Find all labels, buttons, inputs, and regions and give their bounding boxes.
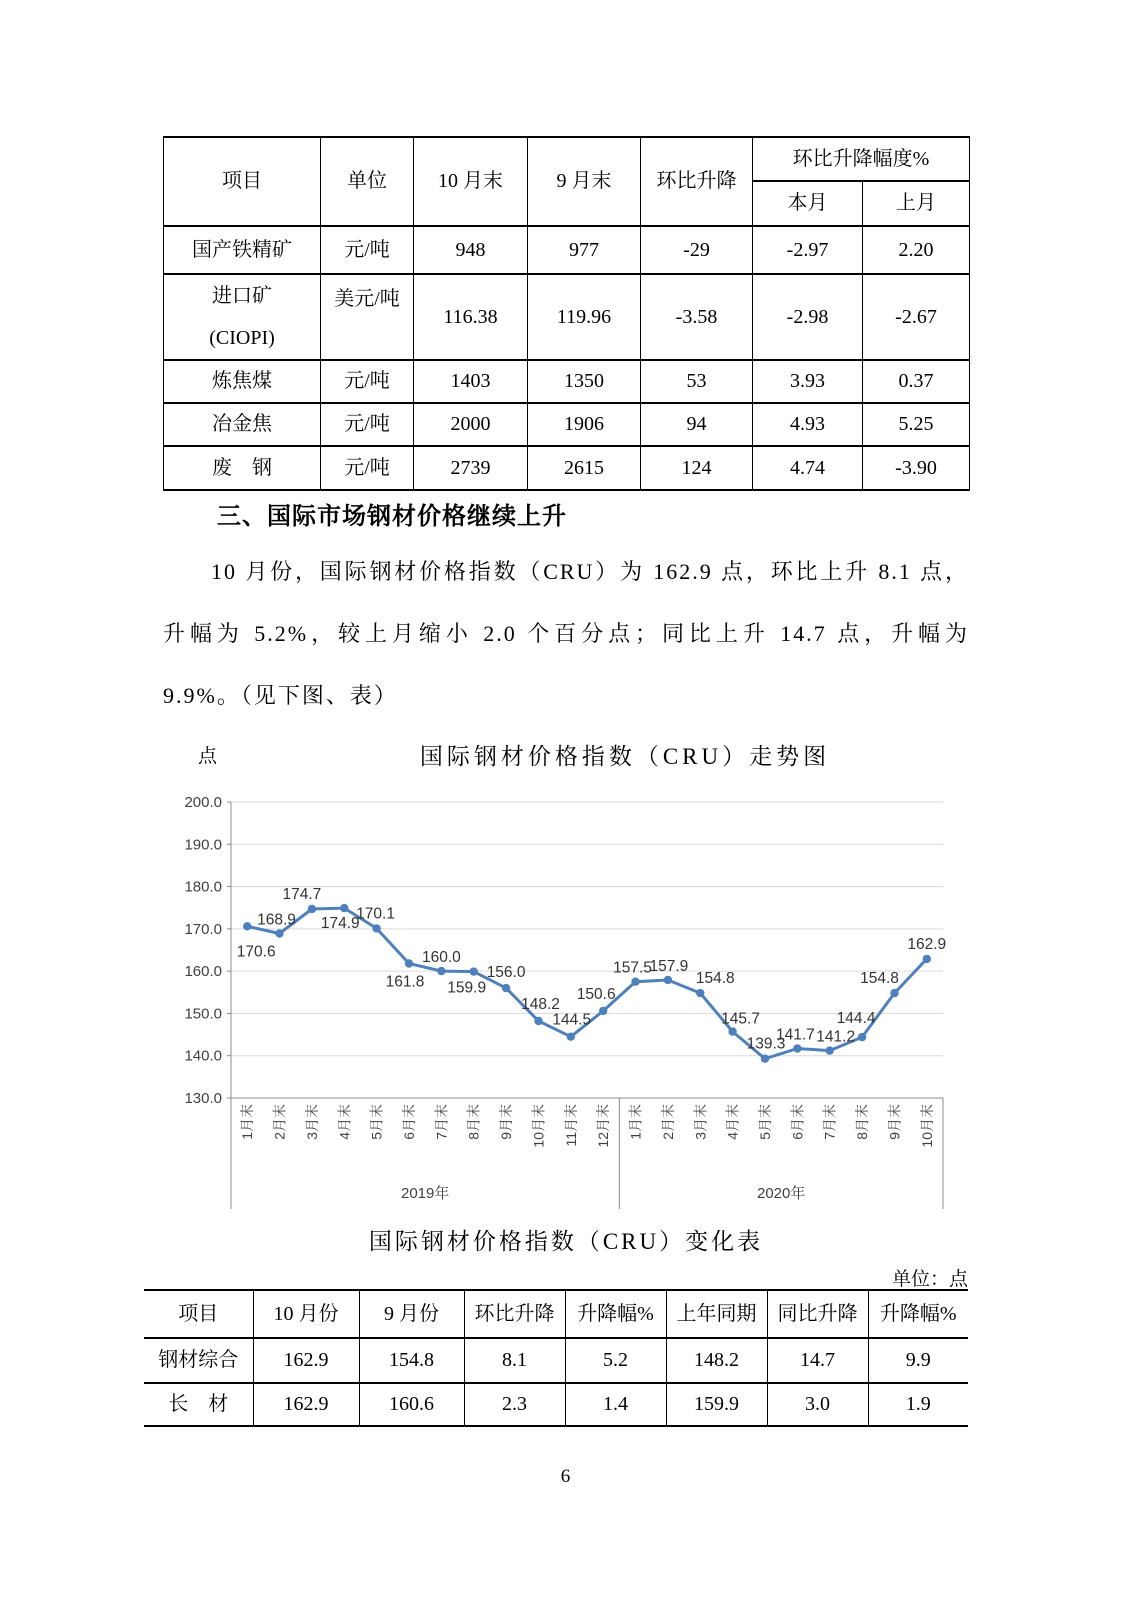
svg-text:2月末: 2月末 — [271, 1104, 288, 1140]
cell: -2.98 — [753, 274, 863, 360]
cell: -2.67 — [863, 274, 970, 360]
svg-text:7月末: 7月末 — [433, 1104, 450, 1140]
svg-text:2020年: 2020年 — [757, 1185, 806, 1202]
svg-text:162.9: 162.9 — [907, 935, 947, 953]
table-row — [164, 403, 970, 446]
svg-text:139.3: 139.3 — [746, 1035, 786, 1053]
svg-text:140.0: 140.0 — [184, 1047, 222, 1065]
cell: 钢材综合 — [144, 1338, 253, 1383]
svg-text:11月末: 11月末 — [562, 1104, 579, 1147]
chart-title: 国际钢材价格指数（CRU）走势图 — [419, 744, 831, 769]
svg-text:8月末: 8月末 — [465, 1104, 482, 1140]
table-row — [164, 360, 970, 403]
svg-text:156.0: 156.0 — [486, 964, 526, 982]
table-header-row — [164, 137, 970, 181]
header-sep: 9 月末 — [528, 137, 641, 226]
cell: 53 — [641, 360, 753, 403]
svg-text:200.0: 200.0 — [184, 794, 222, 811]
section-paragraph: 10 月份，国际钢材价格指数（CRU）为 162.9 点，环比上升 8.1 点，升幅为 5.2%，较上月缩小 2.0 个百分点；同比上升 14.7 点，升幅为 9.9%。（见下图、表） — [163, 559, 969, 708]
cell: 119.96 — [528, 274, 641, 360]
svg-text:174.7: 174.7 — [282, 886, 322, 903]
cell: 废 钢 — [164, 446, 321, 490]
cell: -2.97 — [753, 226, 863, 274]
cell: 2000 — [414, 403, 528, 446]
cru-table-unit-note: 单位：点 — [891, 1269, 968, 1290]
svg-text:160.0: 160.0 — [422, 949, 461, 967]
cell: 国产铁精矿 — [164, 226, 321, 274]
svg-text:8月末: 8月末 — [854, 1104, 871, 1140]
svg-text:9月末: 9月末 — [498, 1104, 515, 1140]
svg-text:150.0: 150.0 — [184, 1005, 222, 1023]
cell: 8.1 — [464, 1338, 565, 1383]
table-row — [164, 446, 970, 490]
cell: 2.3 — [464, 1383, 565, 1426]
cell: 炼焦煤 — [164, 360, 321, 403]
cell: 160.6 — [359, 1383, 464, 1426]
svg-text:130.0: 130.0 — [184, 1090, 222, 1107]
cell: 1906 — [528, 403, 641, 446]
cell: 948 — [414, 226, 528, 274]
svg-text:145.7: 145.7 — [721, 1010, 760, 1028]
cell: 9.9 — [868, 1338, 968, 1383]
cell: 148.2 — [666, 1338, 767, 1383]
svg-text:10月末: 10月末 — [918, 1104, 935, 1148]
header-cell: 10 月份 — [253, 1290, 359, 1338]
svg-text:144.4: 144.4 — [836, 1010, 876, 1028]
cell: 4.74 — [753, 446, 863, 490]
svg-text:157.5: 157.5 — [613, 959, 652, 977]
cru-table-title: 国际钢材价格指数（CRU）变化表 — [368, 1229, 764, 1254]
header-mom: 环比升降 — [641, 137, 753, 226]
cell: 14.7 — [767, 1338, 868, 1383]
header-cell: 同比升降 — [767, 1290, 868, 1338]
subheader-this-month: 本月 — [753, 181, 863, 226]
cell: 1.4 — [565, 1383, 666, 1426]
cell: 159.9 — [666, 1383, 767, 1426]
cell: 4.93 — [753, 403, 863, 446]
cru-trend-chart — [130, 770, 990, 1220]
cell — [164, 274, 321, 360]
cell: 1.9 — [868, 1383, 968, 1426]
page-number: 6 — [560, 1466, 571, 1487]
svg-text:3月末: 3月末 — [303, 1104, 320, 1140]
svg-text:10月末: 10月末 — [530, 1104, 547, 1148]
svg-text:5月末: 5月末 — [368, 1104, 385, 1140]
svg-text:9月末: 9月末 — [886, 1104, 903, 1140]
cell: 长 材 — [144, 1383, 253, 1426]
svg-text:148.2: 148.2 — [521, 996, 560, 1013]
cell: 美元/吨 — [321, 274, 414, 360]
cell: 元/吨 — [321, 446, 414, 490]
cell: 0.37 — [863, 360, 970, 403]
svg-text:174.9: 174.9 — [320, 915, 360, 933]
cell: 162.9 — [253, 1383, 359, 1426]
table-row — [164, 226, 970, 274]
svg-text:168.9: 168.9 — [257, 911, 296, 929]
cell: 元/吨 — [321, 403, 414, 446]
svg-text:6月末: 6月末 — [789, 1104, 806, 1140]
svg-text:6月末: 6月末 — [401, 1104, 417, 1140]
cell: 5.25 — [863, 403, 970, 446]
raw-material-price-table — [163, 136, 970, 491]
header-mom-pct: 环比升降幅度% — [753, 137, 970, 181]
header-item: 项目 — [164, 137, 321, 226]
svg-text:170.6: 170.6 — [236, 943, 276, 961]
svg-text:161.8: 161.8 — [385, 973, 425, 991]
chart-y-axis-unit: 点 — [198, 746, 218, 767]
cell: 3.0 — [767, 1383, 868, 1426]
table-row — [144, 1383, 968, 1426]
cell: 116.38 — [414, 274, 528, 360]
svg-text:141.2: 141.2 — [816, 1028, 856, 1046]
cell: 1350 — [528, 360, 641, 403]
cell: -3.90 — [863, 446, 970, 490]
svg-text:180.0: 180.0 — [184, 878, 222, 896]
table-row — [164, 274, 970, 360]
cell: 1403 — [414, 360, 528, 403]
cru-change-table — [144, 1289, 968, 1427]
cell: -3.58 — [641, 274, 753, 360]
svg-text:2019年: 2019年 — [401, 1185, 450, 1202]
cell: 2615 — [528, 446, 641, 490]
cell: -29 — [641, 226, 753, 274]
svg-text:141.7: 141.7 — [776, 1026, 815, 1044]
cell: 124 — [641, 446, 753, 490]
cell: 977 — [528, 226, 641, 274]
header-cell: 升降幅% — [565, 1290, 666, 1338]
svg-text:190.0: 190.0 — [184, 836, 222, 854]
header-cell: 升降幅% — [868, 1290, 968, 1338]
svg-text:1月末: 1月末 — [239, 1104, 256, 1140]
cell: 94 — [641, 403, 753, 446]
cell: 154.8 — [359, 1338, 464, 1383]
section-heading: 三、国际市场钢材价格继续上升 — [217, 503, 567, 530]
svg-text:170.1: 170.1 — [356, 905, 395, 923]
table-row — [144, 1338, 968, 1383]
cell: 元/吨 — [321, 360, 414, 403]
table-header-row — [144, 1290, 968, 1338]
header-cell: 上年同期 — [666, 1290, 767, 1338]
svg-text:150.6: 150.6 — [576, 985, 616, 1003]
svg-text:154.8: 154.8 — [695, 970, 735, 988]
header-cell: 9 月份 — [359, 1290, 464, 1338]
svg-text:4月末: 4月末 — [336, 1104, 353, 1140]
header-cell: 项目 — [144, 1290, 253, 1338]
header-unit: 单位 — [321, 137, 414, 226]
svg-text:1月末: 1月末 — [627, 1104, 644, 1140]
cell: 2.20 — [863, 226, 970, 274]
svg-text:2月末: 2月末 — [659, 1104, 676, 1140]
import-ore-name: 进口矿 — [212, 285, 272, 307]
svg-text:154.8: 154.8 — [860, 970, 899, 988]
svg-text:3月末: 3月末 — [692, 1104, 709, 1140]
header-cell: 环比升降 — [464, 1290, 565, 1338]
cell: 2739 — [414, 446, 528, 490]
svg-text:7月末: 7月末 — [821, 1104, 838, 1140]
svg-text:170.0: 170.0 — [184, 920, 222, 938]
header-oct: 10 月末 — [414, 137, 528, 226]
svg-text:160.0: 160.0 — [184, 963, 222, 981]
cell: 元/吨 — [321, 226, 414, 274]
import-ore-index-name: (CIOPI) — [209, 327, 275, 349]
svg-text:12月末: 12月末 — [595, 1104, 612, 1148]
cell: 5.2 — [565, 1338, 666, 1383]
cell: 3.93 — [753, 360, 863, 403]
svg-text:5月末: 5月末 — [757, 1104, 773, 1140]
cell: 162.9 — [253, 1338, 359, 1383]
svg-text:4月末: 4月末 — [724, 1104, 741, 1140]
svg-text:159.9: 159.9 — [447, 979, 487, 997]
svg-text:157.9: 157.9 — [649, 958, 689, 975]
svg-text:144.5: 144.5 — [552, 1011, 592, 1029]
subheader-last-month: 上月 — [863, 181, 970, 226]
cell: 冶金焦 — [164, 403, 321, 446]
